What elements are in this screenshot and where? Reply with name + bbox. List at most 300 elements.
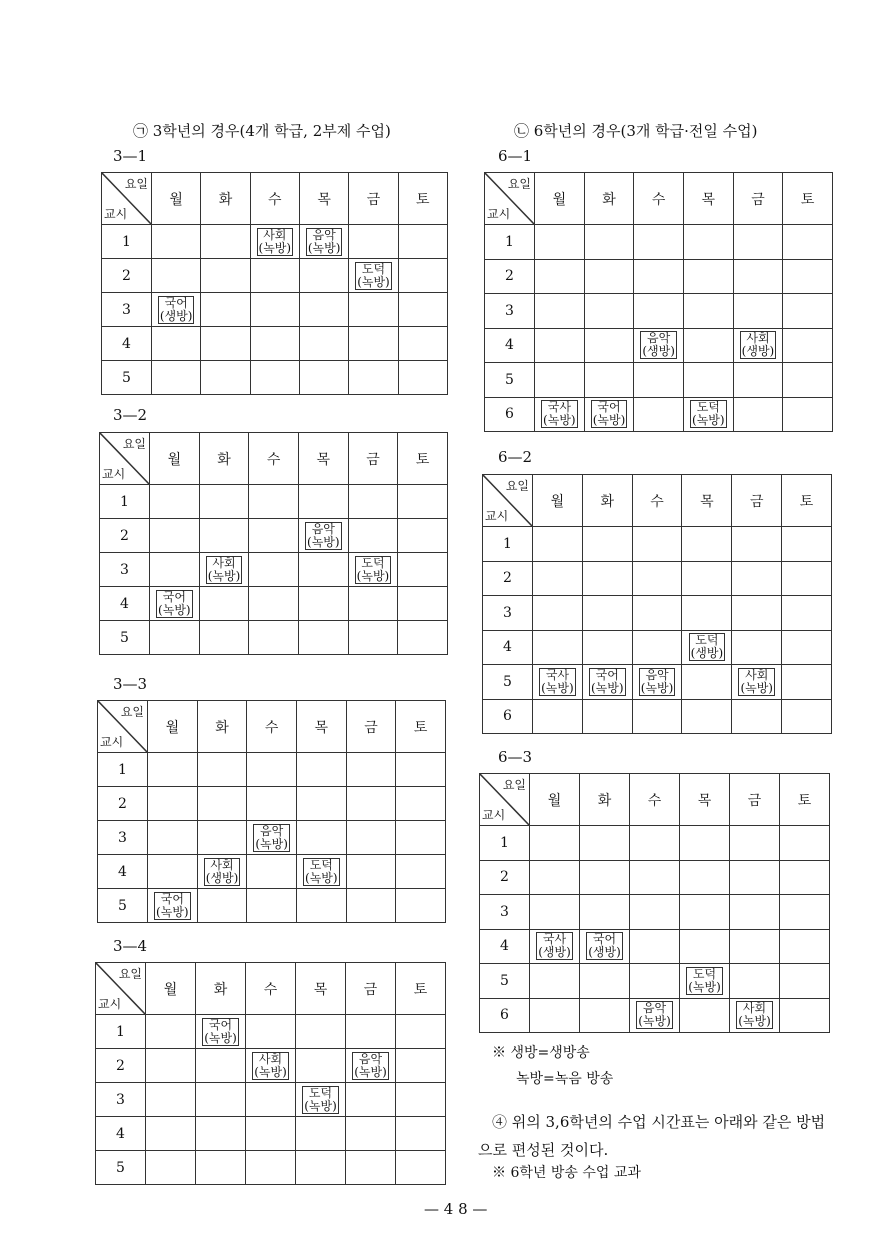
schedule-cell: [535, 294, 585, 329]
day-header-thursday: 목: [682, 475, 732, 527]
day-header-wednesday: 수: [632, 475, 682, 527]
class-entry: [154, 892, 191, 920]
schedule-cell: [683, 294, 733, 329]
schedule-cell: [533, 699, 583, 734]
schedule-cell: [298, 587, 348, 621]
schedule-cell: [197, 787, 247, 821]
broadcast-type: (녹방): [692, 413, 725, 428]
corner-cell: [480, 774, 530, 826]
period-row: [100, 485, 448, 519]
timetable-3-4: [95, 962, 446, 1185]
header-row: [480, 774, 830, 826]
schedule-cell: [201, 327, 250, 361]
schedule-cell: [396, 1117, 446, 1151]
schedule-cell: [152, 293, 201, 327]
schedule-cell: [346, 787, 396, 821]
class-entry: [204, 858, 241, 886]
schedule-cell: [733, 328, 783, 363]
subject-name: 도덕: [309, 857, 333, 872]
schedule-cell: [148, 753, 198, 787]
broadcast-type: (녹방): [590, 680, 624, 695]
schedule-cell: [398, 225, 447, 259]
header-row: [98, 701, 446, 753]
period-number: 4: [98, 855, 148, 889]
schedule-cell: [530, 895, 580, 930]
day-header-friday: 금: [733, 173, 783, 225]
broadcast-type: (생방): [741, 344, 775, 359]
period-number: 4: [483, 630, 533, 665]
period-number: 3: [98, 821, 148, 855]
schedule-cell: [632, 527, 682, 562]
timetable-3-1-label: 3—1: [113, 147, 148, 165]
period-number: 3: [483, 596, 533, 631]
schedule-cell: [582, 699, 632, 734]
schedule-cell: [146, 1151, 196, 1185]
day-header-saturday: 토: [780, 774, 830, 826]
class-entry: [352, 1052, 389, 1080]
subject-name: 도덕: [696, 400, 720, 415]
corner-period-label: 교시: [98, 997, 122, 1011]
broadcast-type: (녹방): [254, 1064, 287, 1079]
broadcast-type: (녹방): [356, 568, 390, 583]
period-row: [483, 561, 832, 596]
period-number: 5: [485, 363, 535, 398]
schedule-cell: [346, 821, 396, 855]
period-row: [485, 225, 833, 260]
period-number: 4: [100, 587, 150, 621]
period-row: [100, 519, 448, 553]
subject-name: 사회: [263, 227, 287, 242]
schedule-cell: [296, 1151, 346, 1185]
schedule-cell: [299, 259, 348, 293]
schedule-cell: [396, 1049, 446, 1083]
period-row: [485, 259, 833, 294]
schedule-cell: [247, 821, 297, 855]
subject-name: 음악: [358, 1051, 383, 1066]
broadcast-type: (녹방): [640, 680, 674, 695]
schedule-cell: [732, 699, 782, 734]
schedule-cell: [246, 1151, 296, 1185]
schedule-cell: [630, 929, 680, 964]
subject-name: 사회: [745, 667, 769, 682]
paragraph-4: ④ 위의 3,6학년의 수업 시간표는 아래와 같은 방법으로 편성된 것이다.: [478, 1113, 826, 1159]
schedule-cell: [398, 587, 448, 621]
schedule-cell: [733, 397, 783, 432]
broadcast-type: (생방): [588, 945, 621, 960]
schedule-cell: [197, 855, 247, 889]
schedule-cell: [683, 259, 733, 294]
corner-day-label: 요일: [120, 705, 144, 719]
period-number: 3: [100, 553, 150, 587]
schedule-cell: [150, 485, 200, 519]
broadcast-type: (생방): [205, 870, 239, 885]
schedule-cell: [348, 519, 398, 553]
schedule-cell: [196, 1151, 246, 1185]
schedule-cell: [584, 294, 634, 329]
schedule-cell: [584, 397, 634, 432]
schedule-cell: [348, 553, 398, 587]
period-row: [480, 964, 830, 999]
day-header-wednesday: 수: [634, 173, 684, 225]
subject-name: 국어: [164, 295, 188, 310]
broadcast-type: (녹방): [543, 413, 576, 428]
schedule-cell: [580, 895, 630, 930]
broadcast-type: (생방): [159, 308, 193, 323]
schedule-cell: [733, 259, 783, 294]
schedule-cell: [580, 826, 630, 861]
schedule-cell: [398, 361, 447, 395]
schedule-cell: [683, 328, 733, 363]
period-row: [102, 361, 448, 395]
period-number: 2: [100, 519, 150, 553]
schedule-cell: [398, 293, 447, 327]
period-number: 4: [480, 929, 530, 964]
subject-name: 도덕: [361, 261, 386, 276]
period-row: [485, 294, 833, 329]
schedule-cell: [398, 259, 447, 293]
class-entry: [639, 668, 676, 696]
broadcast-type: (녹방): [740, 680, 773, 695]
class-entry: [156, 590, 193, 618]
schedule-cell: [146, 1117, 196, 1151]
schedule-cell: [346, 1151, 396, 1185]
schedule-cell: [533, 561, 583, 596]
subject-name: 음악: [642, 1001, 667, 1016]
schedule-cell: [196, 1083, 246, 1117]
subject-name: 음악: [312, 227, 336, 242]
schedule-cell: [682, 561, 732, 596]
schedule-cell: [346, 855, 396, 889]
schedule-cell: [346, 1083, 396, 1117]
schedule-cell: [201, 361, 250, 395]
schedule-cell: [582, 527, 632, 562]
period-row: [483, 699, 832, 734]
schedule-cell: [783, 328, 833, 363]
schedule-cell: [680, 895, 730, 930]
schedule-cell: [783, 259, 833, 294]
schedule-cell: [632, 699, 682, 734]
note-broadcast-subjects: ※ 6학년 방송 수업 교과: [492, 1165, 641, 1181]
period-row: [98, 889, 446, 923]
schedule-cell: [298, 553, 348, 587]
period-number: 1: [98, 753, 148, 787]
schedule-cell: [150, 587, 200, 621]
period-row: [98, 753, 446, 787]
period-row: [102, 259, 448, 293]
schedule-cell: [348, 621, 398, 655]
schedule-cell: [582, 630, 632, 665]
period-row: [483, 527, 832, 562]
period-number: 4: [102, 327, 152, 361]
schedule-cell: [349, 293, 398, 327]
schedule-cell: [299, 225, 348, 259]
schedule-cell: [398, 553, 448, 587]
period-row: [483, 596, 832, 631]
schedule-cell: [299, 361, 348, 395]
schedule-cell: [584, 363, 634, 398]
schedule-cell: [634, 259, 684, 294]
schedule-cell: [680, 826, 730, 861]
period-row: [480, 998, 830, 1033]
corner-cell: [100, 433, 150, 485]
schedule-cell: [582, 596, 632, 631]
period-number: 5: [98, 889, 148, 923]
period-number: 2: [98, 787, 148, 821]
broadcast-type: (녹방): [255, 836, 288, 851]
day-header-saturday: 토: [396, 701, 446, 753]
schedule-cell: [201, 225, 250, 259]
period-number: 2: [102, 259, 152, 293]
period-row: [96, 1151, 446, 1185]
schedule-cell: [152, 327, 201, 361]
note-legend-2: 녹방=녹음 방송: [516, 1071, 614, 1087]
schedule-cell: [296, 1015, 346, 1049]
period-row: [98, 787, 446, 821]
schedule-cell: [730, 929, 780, 964]
schedule-cell: [250, 259, 299, 293]
day-header-tuesday: 화: [199, 433, 249, 485]
schedule-cell: [349, 361, 398, 395]
schedule-cell: [780, 998, 830, 1033]
schedule-cell: [396, 1083, 446, 1117]
schedule-cell: [349, 259, 398, 293]
corner-cell: [98, 701, 148, 753]
class-entry: [202, 1018, 239, 1046]
day-header-saturday: 토: [398, 433, 448, 485]
schedule-cell: [298, 485, 348, 519]
corner-day-label: 요일: [505, 479, 529, 493]
class-entry: [690, 400, 727, 428]
schedule-cell: [150, 553, 200, 587]
broadcast-type: (녹방): [204, 1030, 237, 1045]
period-row: [100, 553, 448, 587]
day-header-thursday: 목: [296, 963, 346, 1015]
day-header-friday: 금: [346, 963, 396, 1015]
schedule-cell: [249, 553, 299, 587]
schedule-cell: [530, 929, 580, 964]
corner-cell: [96, 963, 146, 1015]
schedule-cell: [630, 998, 680, 1033]
header-row: [483, 475, 832, 527]
schedule-cell: [530, 998, 580, 1033]
schedule-cell: [634, 397, 684, 432]
period-number: 3: [480, 895, 530, 930]
broadcast-type: (녹방): [305, 870, 338, 885]
period-number: 4: [485, 328, 535, 363]
schedule-cell: [533, 630, 583, 665]
schedule-cell: [197, 753, 247, 787]
period-row: [100, 587, 448, 621]
day-header-wednesday: 수: [247, 701, 297, 753]
schedule-cell: [630, 826, 680, 861]
schedule-cell: [683, 363, 733, 398]
subject-name: 음악: [645, 667, 669, 682]
class-entry: [257, 228, 294, 256]
header-row: [485, 173, 833, 225]
period-row: [98, 855, 446, 889]
schedule-cell: [535, 363, 585, 398]
corner-period-label: 교시: [100, 735, 124, 749]
day-header-tuesday: 화: [197, 701, 247, 753]
schedule-cell: [732, 561, 782, 596]
schedule-cell: [346, 1015, 396, 1049]
schedule-cell: [249, 587, 299, 621]
day-header-friday: 금: [348, 433, 398, 485]
header-row: [100, 433, 448, 485]
schedule-cell: [732, 596, 782, 631]
schedule-cell: [396, 753, 446, 787]
class-entry: [591, 400, 628, 428]
period-row: [98, 821, 446, 855]
broadcast-type: (녹방): [357, 274, 390, 289]
day-header-tuesday: 화: [584, 173, 634, 225]
period-row: [485, 397, 833, 432]
subject-name: 음악: [311, 521, 335, 536]
class-entry: [355, 556, 392, 584]
period-row: [96, 1049, 446, 1083]
schedule-cell: [733, 225, 783, 260]
period-row: [102, 327, 448, 361]
schedule-cell: [582, 665, 632, 700]
broadcast-type: (녹방): [307, 534, 340, 549]
schedule-cell: [246, 1015, 296, 1049]
day-header-saturday: 토: [396, 963, 446, 1015]
schedule-cell: [250, 361, 299, 395]
schedule-cell: [630, 895, 680, 930]
schedule-cell: [250, 327, 299, 361]
schedule-cell: [201, 293, 250, 327]
broadcast-type: (녹방): [738, 1014, 771, 1029]
timetable-3-3-label: 3—3: [113, 675, 148, 693]
schedule-cell: [783, 397, 833, 432]
schedule-cell: [780, 929, 830, 964]
subject-name: 도덕: [692, 966, 717, 981]
page-number: — 4 8 —: [424, 1200, 488, 1218]
broadcast-type: (녹방): [541, 680, 574, 695]
day-header-wednesday: 수: [246, 963, 296, 1015]
class-entry: [586, 932, 623, 960]
class-entry: [736, 1001, 773, 1029]
broadcast-type: (녹방): [258, 240, 292, 255]
class-entry: [252, 1052, 289, 1080]
schedule-cell: [535, 328, 585, 363]
period-row: [485, 328, 833, 363]
schedule-cell: [535, 259, 585, 294]
broadcast-type: (녹방): [307, 240, 341, 255]
schedule-cell: [780, 860, 830, 895]
schedule-cell: [396, 889, 446, 923]
schedule-cell: [296, 1083, 346, 1117]
schedule-cell: [584, 259, 634, 294]
schedule-cell: [152, 259, 201, 293]
schedule-cell: [634, 328, 684, 363]
timetable-3-3: [97, 700, 446, 923]
class-entry: [539, 668, 576, 696]
period-row: [483, 665, 832, 700]
schedule-cell: [780, 964, 830, 999]
subject-name: 사회: [742, 1001, 767, 1016]
schedule-cell: [249, 519, 299, 553]
period-number: 2: [96, 1049, 146, 1083]
schedule-cell: [296, 753, 346, 787]
schedule-cell: [730, 998, 780, 1033]
day-header-monday: 월: [148, 701, 198, 753]
schedule-cell: [152, 225, 201, 259]
schedule-cell: [250, 293, 299, 327]
schedule-cell: [396, 787, 446, 821]
day-header-wednesday: 수: [250, 173, 299, 225]
subject-name: 국사: [542, 932, 567, 947]
schedule-cell: [199, 587, 249, 621]
class-entry: [636, 1001, 673, 1029]
schedule-cell: [349, 225, 398, 259]
period-number: 6: [480, 998, 530, 1033]
timetable-6-3: [479, 773, 830, 1033]
schedule-cell: [533, 596, 583, 631]
schedule-cell: [249, 485, 299, 519]
broadcast-type: (녹방): [688, 979, 721, 994]
day-header-saturday: 토: [782, 475, 832, 527]
day-header-thursday: 목: [296, 701, 346, 753]
schedule-cell: [780, 826, 830, 861]
day-header-friday: 금: [732, 475, 782, 527]
period-number: 5: [480, 964, 530, 999]
schedule-cell: [398, 519, 448, 553]
period-row: [96, 1117, 446, 1151]
period-row: [480, 929, 830, 964]
schedule-cell: [196, 1015, 246, 1049]
schedule-cell: [296, 1117, 346, 1151]
timetable-3-4-label: 3—4: [113, 937, 148, 955]
schedule-cell: [530, 826, 580, 861]
schedule-cell: [732, 665, 782, 700]
corner-period-label: 교시: [487, 207, 511, 221]
schedule-cell: [682, 665, 732, 700]
schedule-cell: [634, 294, 684, 329]
day-header-thursday: 목: [299, 173, 348, 225]
schedule-cell: [146, 1083, 196, 1117]
schedule-cell: [348, 587, 398, 621]
period-row: [485, 363, 833, 398]
day-header-friday: 금: [349, 173, 398, 225]
schedule-cell: [782, 527, 832, 562]
broadcast-type: (녹방): [304, 1098, 337, 1113]
schedule-cell: [632, 630, 682, 665]
corner-cell: [102, 173, 152, 225]
schedule-cell: [197, 889, 247, 923]
subject-name: 국사: [545, 667, 569, 682]
subject-name: 사회: [210, 857, 234, 872]
schedule-cell: [535, 397, 585, 432]
schedule-cell: [533, 527, 583, 562]
schedule-cell: [246, 1049, 296, 1083]
schedule-cell: [299, 327, 348, 361]
day-header-tuesday: 화: [580, 774, 630, 826]
schedule-cell: [148, 787, 198, 821]
period-row: [480, 826, 830, 861]
schedule-cell: [580, 964, 630, 999]
day-header-monday: 월: [530, 774, 580, 826]
schedule-cell: [349, 327, 398, 361]
schedule-cell: [630, 964, 680, 999]
period-row: [100, 621, 448, 655]
schedule-cell: [152, 361, 201, 395]
schedule-cell: [782, 596, 832, 631]
period-number: 5: [100, 621, 150, 655]
schedule-cell: [246, 1083, 296, 1117]
schedule-cell: [396, 821, 446, 855]
schedule-cell: [296, 889, 346, 923]
